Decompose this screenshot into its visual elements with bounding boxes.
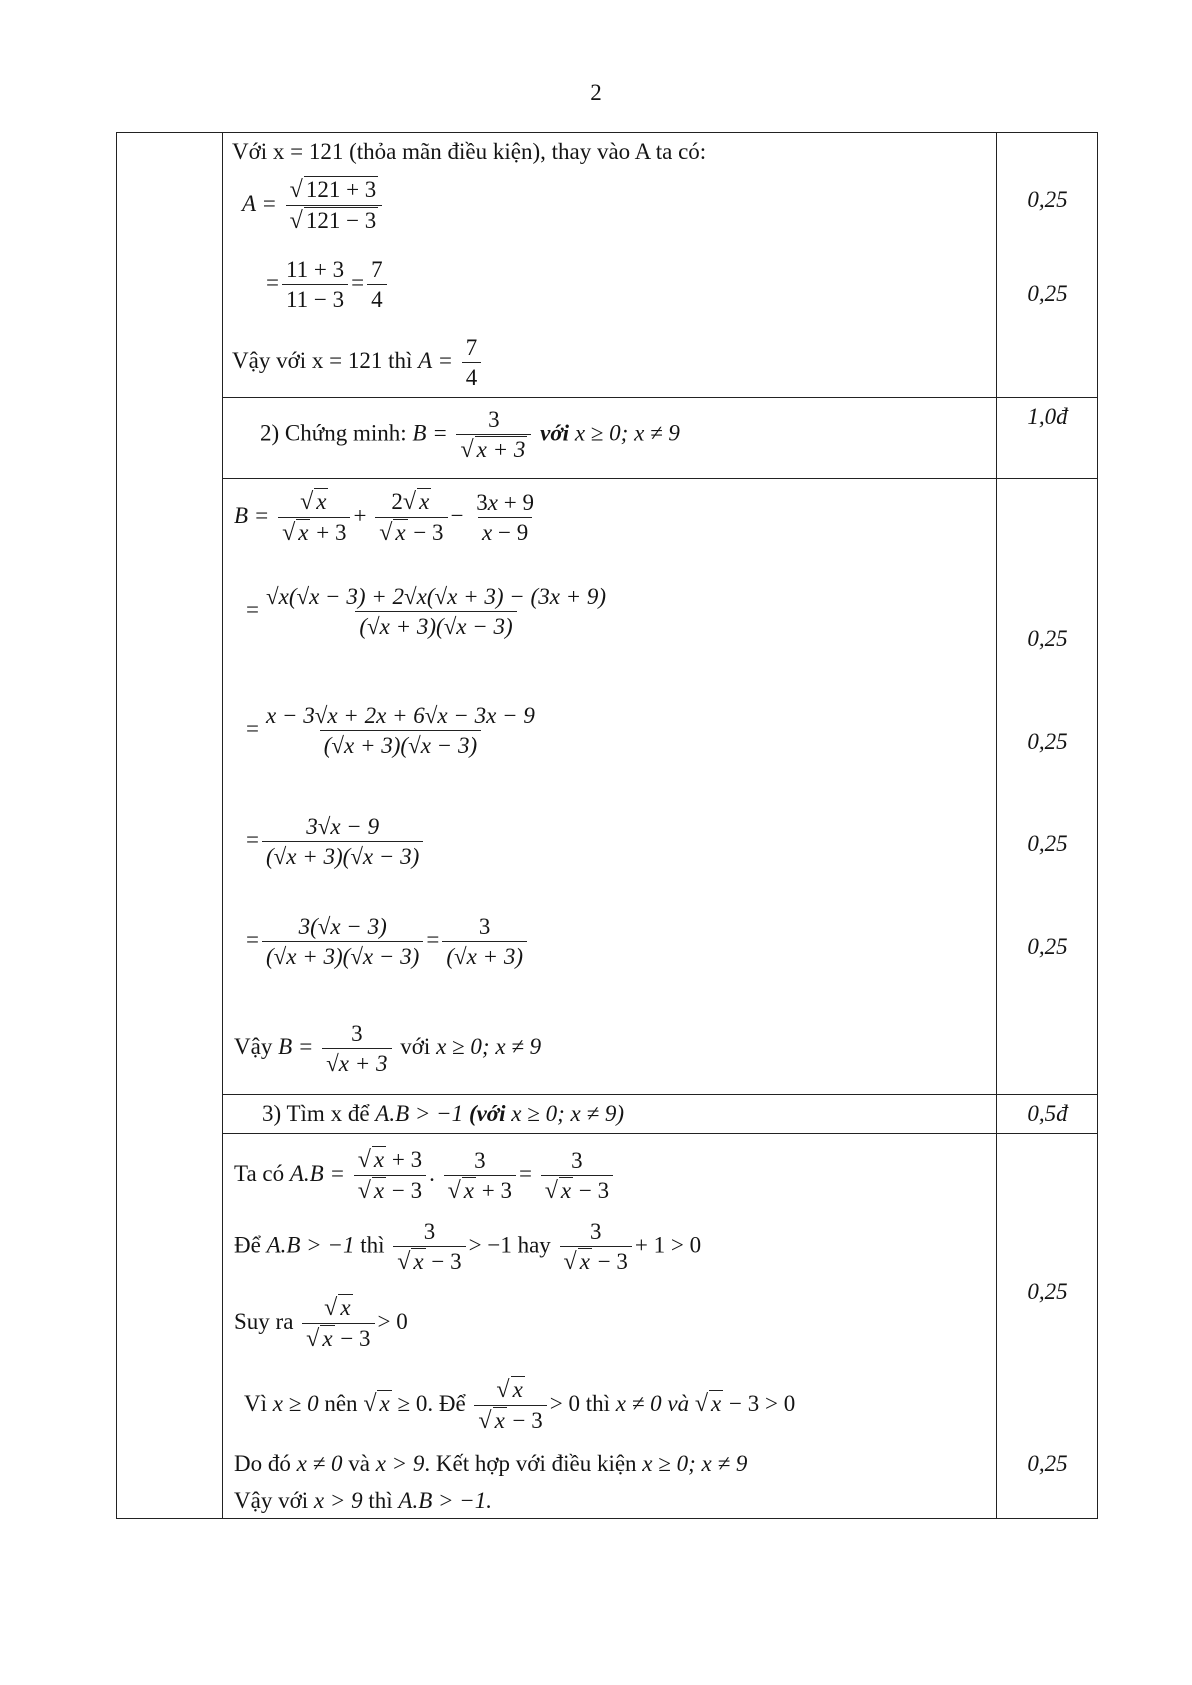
fraction: $\frac{x - 3√x + 2x + 6√x - 3x - 9}{(√x + 3)(√x - 3)}$ [265,703,535,758]
row-divider [222,478,1098,479]
part3-line5: Do đó x ≠ 0 và x > 9. Kết hợp với điều kiện x ≥ 0; x ≠ 9 [234,1451,748,1476]
part2-step4: = $\frac{3√x - 9}{(√x + 3)(√x - 3)}$ [246,815,426,868]
score-cell: 0,25 [1027,831,1068,856]
part3-line3: Suy ra $\frac{√ x}{√ x - 3}$ > 0 [234,1295,408,1352]
heading-score: 0,5đ [1027,1101,1068,1126]
part2-step3: = $\frac{x - 3√x + 2x + 6√x - 3x - 9}{(√x + 3)(√x - 3)}$ [246,704,542,757]
part3-heading: 3) Tìm x để A.B > −1 (với x ≥ 0; x ≠ 9) [262,1101,625,1126]
fraction: $\frac{3√x - 9}{(√x + 3)(√x - 3)}$ [262,815,423,868]
part2-heading: 2) Chứng minh: B = $\frac{3}{√ x + 3}$ với x ≥ 0; x ≠ 9 [260,407,680,463]
fraction: $\frac{3}{√ x + 3}$ [456,408,531,462]
part3-line2: Để A.B > −1 thì $\frac{3}{√ x - 3}$ > −1 hay $\frac{3}{√ x - 3}$ + 1 > 0 [234,1219,702,1275]
score-cell: 0,25 [1027,187,1068,212]
part1-eq1: A = $\frac{√ 121 + 3}{√ 121 - 3}$ [242,178,385,233]
part2-step2: = $\frac{√x(√x - 3) + 2√x(√x + 3) - (3x + 9)}{(√x + 3)(√x - 3)}$ [246,585,613,638]
part3-line6: Vậy với x > 9 thì A.B > −1. [234,1488,493,1513]
score-cell: 0,25 [1027,729,1068,754]
score-cell: 0,25 [1027,626,1068,651]
fraction: $\frac{3}{√x + 3}$ [322,1022,391,1075]
row-divider [222,1094,1098,1095]
fraction: $\frac{7}{4}$ [367,258,387,311]
part1-conclusion: Vậy với x = 121 thì A = $\frac{7}{4}$ [232,336,484,389]
part1-eq2: = $\frac{11 + 3}{11 - 3}$ = $\frac{7}{4}$ [266,258,390,311]
page-number: 2 [590,80,602,105]
part1-intro: Với x = 121 (thỏa mãn điều kiện), thay vào A ta có: [232,139,707,164]
fraction: $\frac{7}{4}$ [462,336,482,389]
part3-line4: Vì x ≥ 0 nên √ x ≥ 0. Để $\frac{√ x}{√ x - 3}$ > 0 thì x ≠ 0 và √ x − 3 > 0 [244,1377,796,1434]
fraction: $\frac{√x(√x - 3) + 2√x(√x + 3) - (3x + 9)}{(√x + 3)(√x - 3)}$ [265,584,607,639]
fraction: $\frac{√ 121 + 3}{√ 121 - 3}$ [286,178,383,233]
part2-step5: = $\frac{3(√x - 3)}{(√x + 3)(√x - 3)}$ = $\frac{3}{(√x + 3)}$ [246,915,530,968]
fraction: $\frac{3(√x - 3)}{(√x + 3)(√x - 3)}$ [262,915,423,968]
part2-step1: B = $\frac{√ x}{√ x + 3}$ + $\frac{2√ x}{√ x - 3}$ − $\frac{3x + 9}{x - 9}$ [234,489,534,546]
fraction: $\frac{3}{(√x + 3)}$ [442,915,527,968]
heading-score: 1,0đ [1027,404,1068,429]
column-divider-left [222,132,223,1519]
row-divider [222,397,1098,398]
row-divider [222,1133,1098,1134]
part3-line1: Ta có A.B = $\frac{√ x + 3}{√ x - 3}$ . $\frac{3}{√ x + 3}$ = $\frac{3}{√ x - 3}$ [234,1148,616,1203]
part2-conclusion: Vậy B = $\frac{3}{√x + 3}$ với x ≥ 0; x ≠ 9 [234,1021,542,1076]
score-cell: 0,25 [1027,1451,1068,1476]
score-cell: 0,25 [1027,281,1068,306]
column-divider-right [996,132,997,1519]
score-cell: 0,25 [1027,934,1068,959]
fraction: $\frac{11 + 3}{11 - 3}$ [282,258,348,311]
score-cell: 0,25 [1027,1279,1068,1304]
